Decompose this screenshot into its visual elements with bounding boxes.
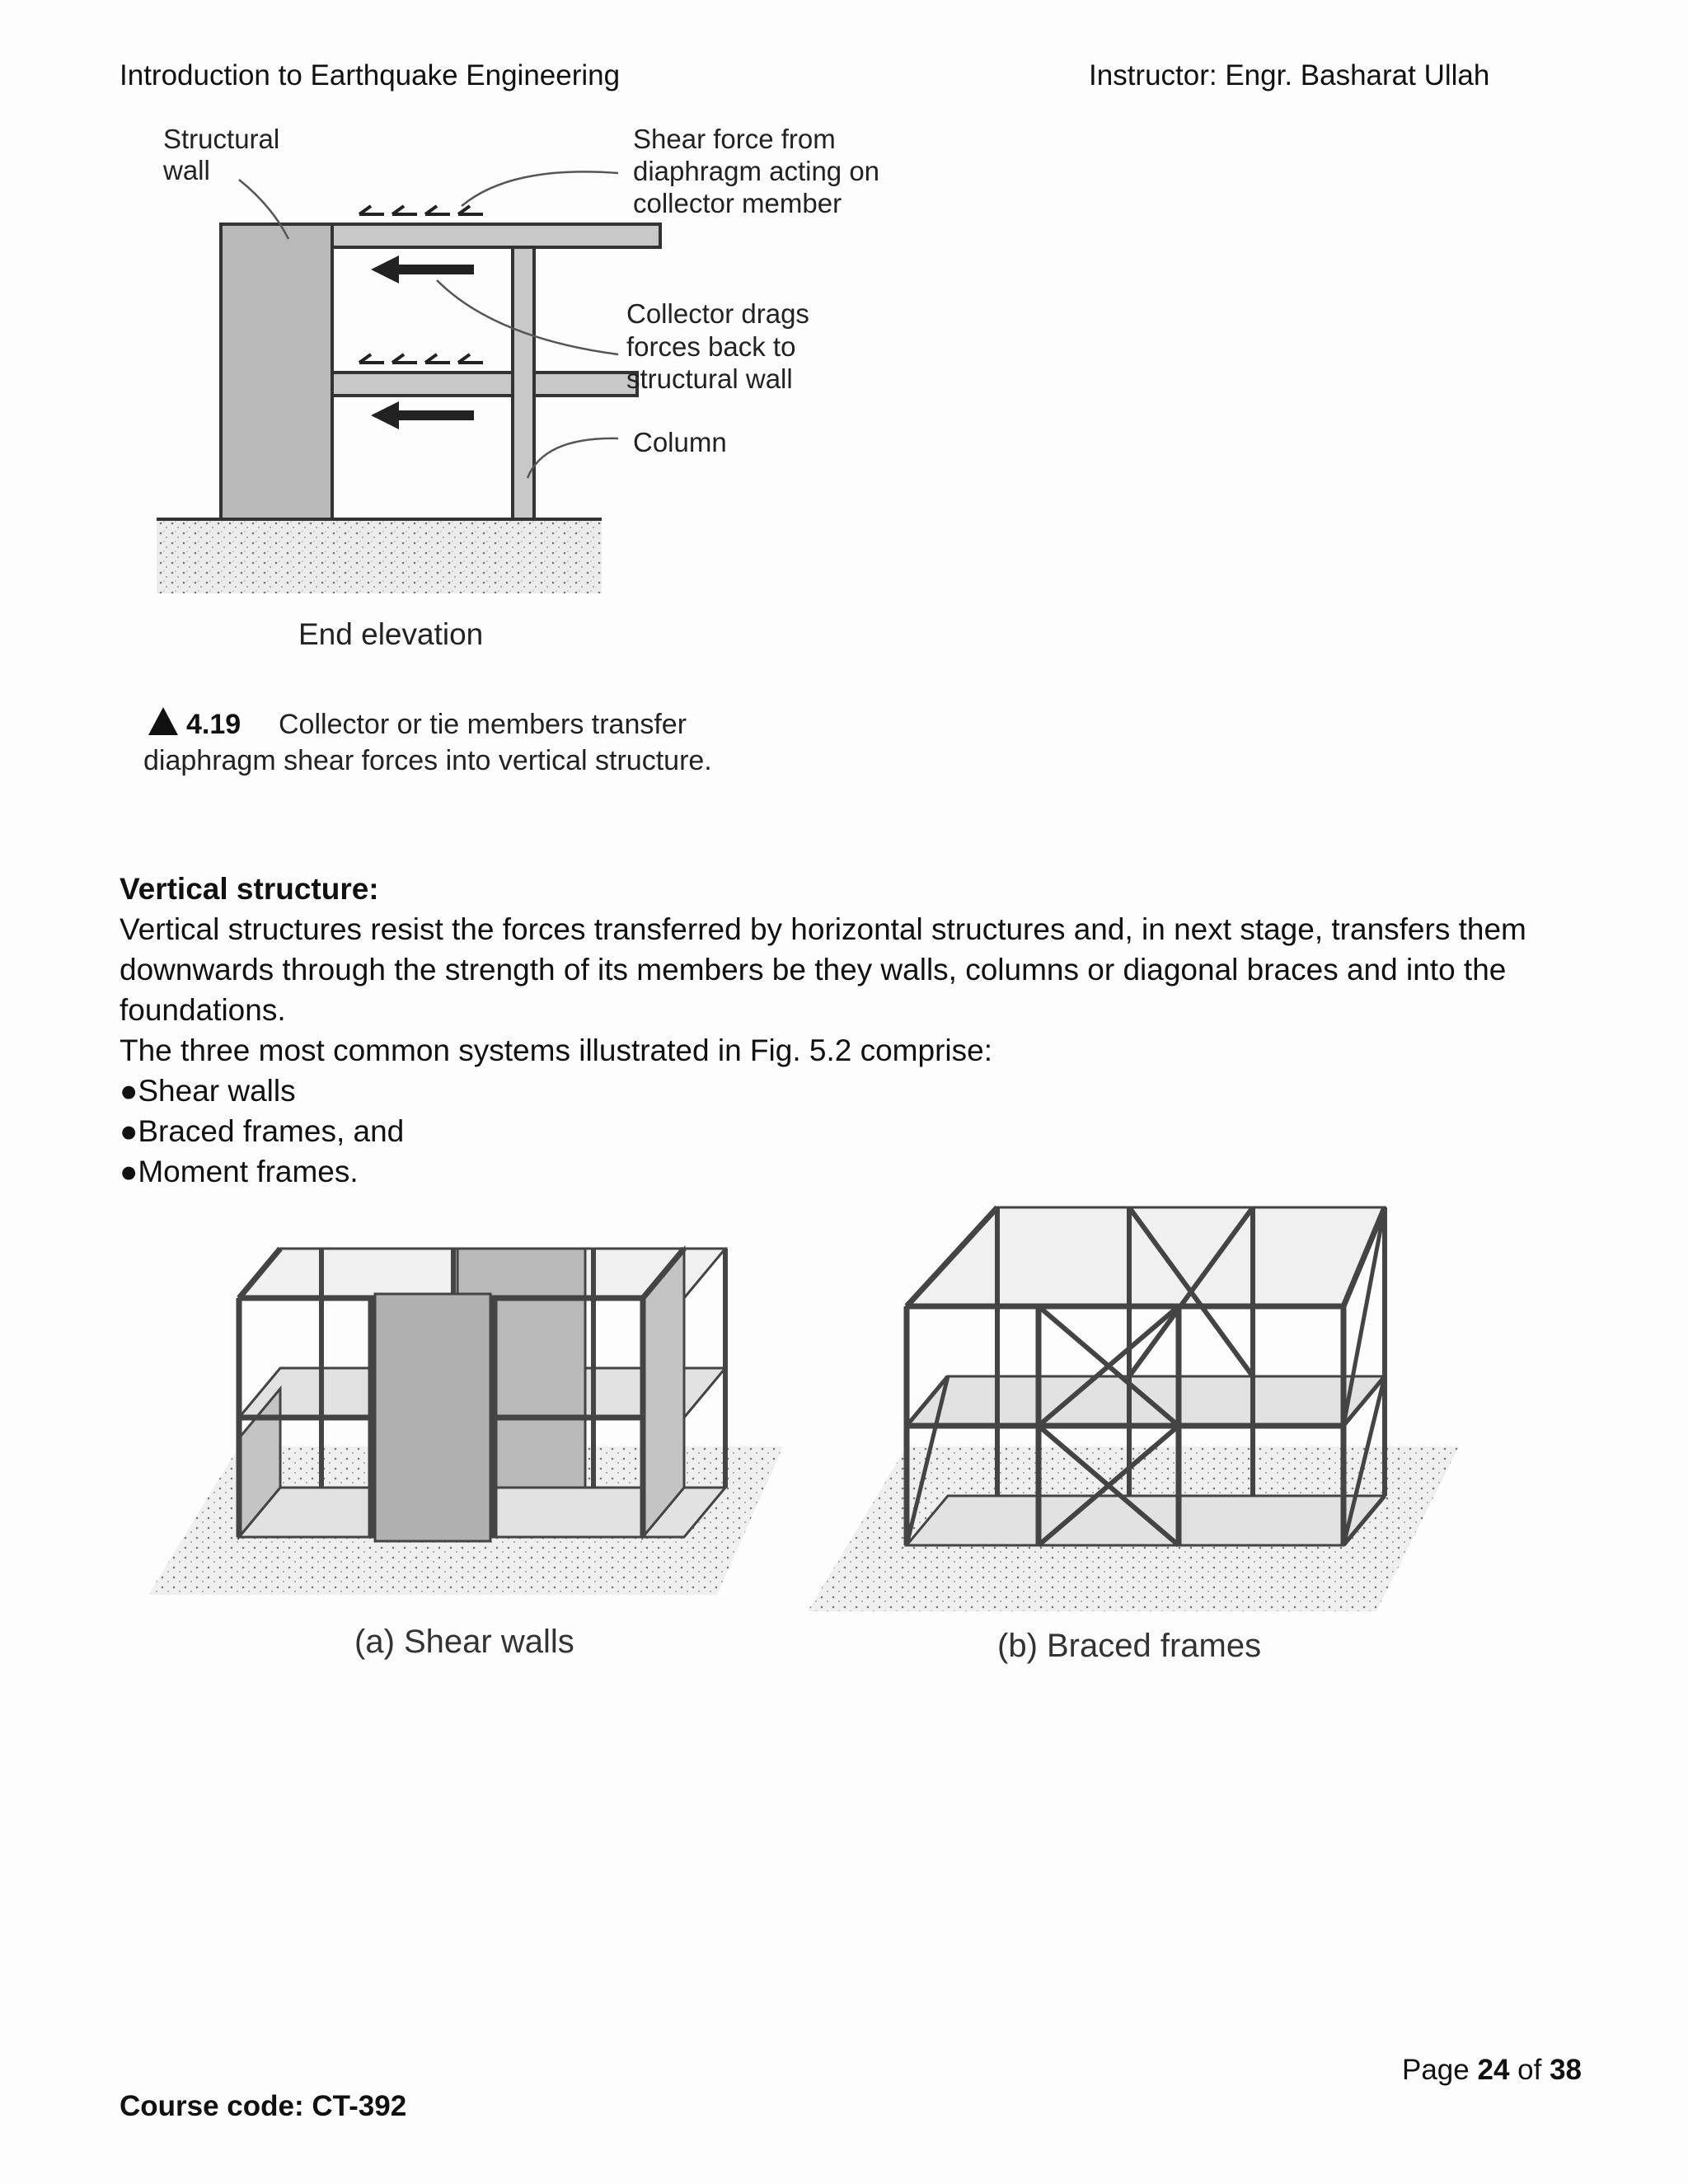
label-end-elevation: End elevation bbox=[298, 617, 484, 651]
page-of: of bbox=[1517, 2054, 1542, 2086]
label-collector-3: structural wall bbox=[626, 363, 793, 394]
header-course-title: Introduction to Earthquake Engineering bbox=[120, 59, 621, 91]
list-item: ● Moment frames. bbox=[120, 1151, 1587, 1192]
label-shear-force-2: diaphragm acting on bbox=[633, 156, 880, 186]
braced-frames-drawing bbox=[808, 1199, 1459, 1677]
label-structural-wall: Structural bbox=[163, 124, 280, 154]
label-shear-force: Shear force from bbox=[633, 124, 836, 154]
shear-walls-drawing bbox=[148, 1199, 791, 1677]
label-collector-2: forces back to bbox=[626, 331, 796, 362]
section-paragraph-1: Vertical structures resist the forces transferred by horizontal structures and, in next stage, transfers them downwards through the strength of its members be they walls, columns or diagonal braces and into the foundations. bbox=[120, 912, 1526, 1027]
shear-wall-front bbox=[375, 1294, 490, 1541]
page-current: 24 bbox=[1477, 2054, 1510, 2086]
page-prefix: Page bbox=[1402, 2054, 1470, 2086]
page-number bbox=[1402, 2054, 1582, 2087]
figure-number: 4.19 bbox=[186, 709, 241, 740]
caption-shear-walls: (a) Shear walls bbox=[354, 1624, 574, 1660]
label-collector: Collector drags bbox=[626, 298, 809, 329]
figure-caption-line1: Collector or tie members transfer bbox=[279, 709, 687, 740]
figure-caption-line2: diaphragm shear forces into vertical structure. bbox=[143, 745, 712, 776]
label-structural-wall-2: wall bbox=[163, 155, 210, 185]
roof-collector bbox=[332, 224, 660, 247]
course-code: Course code: CT-392 bbox=[120, 2090, 407, 2122]
systems-list bbox=[120, 1071, 1587, 1192]
structural-wall bbox=[221, 224, 332, 519]
ground bbox=[157, 519, 602, 593]
header-instructor: Instructor: Engr. Basharat Ullah bbox=[1089, 59, 1490, 91]
floor-collector bbox=[332, 373, 637, 396]
label-shear-force-3: collector member bbox=[633, 188, 842, 218]
figure-shear-walls bbox=[148, 1199, 791, 1677]
caption-braced-frames: (b) Braced frames bbox=[997, 1628, 1262, 1664]
triangle-icon bbox=[148, 707, 178, 735]
figure-4-19 bbox=[124, 115, 907, 791]
page-total: 38 bbox=[1550, 2054, 1582, 2086]
figure-braced-frames bbox=[808, 1199, 1459, 1677]
label-column: Column bbox=[633, 427, 727, 457]
list-item: ● Braced frames, and bbox=[120, 1111, 1587, 1151]
section-title: Vertical structure: bbox=[120, 872, 379, 906]
collector-arrows bbox=[371, 255, 474, 429]
column bbox=[513, 247, 534, 519]
section-paragraph-2: The three most common systems illustrated in Fig. 5.2 comprise: bbox=[120, 1033, 992, 1067]
end-elevation-diagram bbox=[124, 115, 907, 791]
list-item: ● Shear walls bbox=[120, 1071, 1587, 1111]
vertical-structure-section bbox=[120, 869, 1587, 1192]
